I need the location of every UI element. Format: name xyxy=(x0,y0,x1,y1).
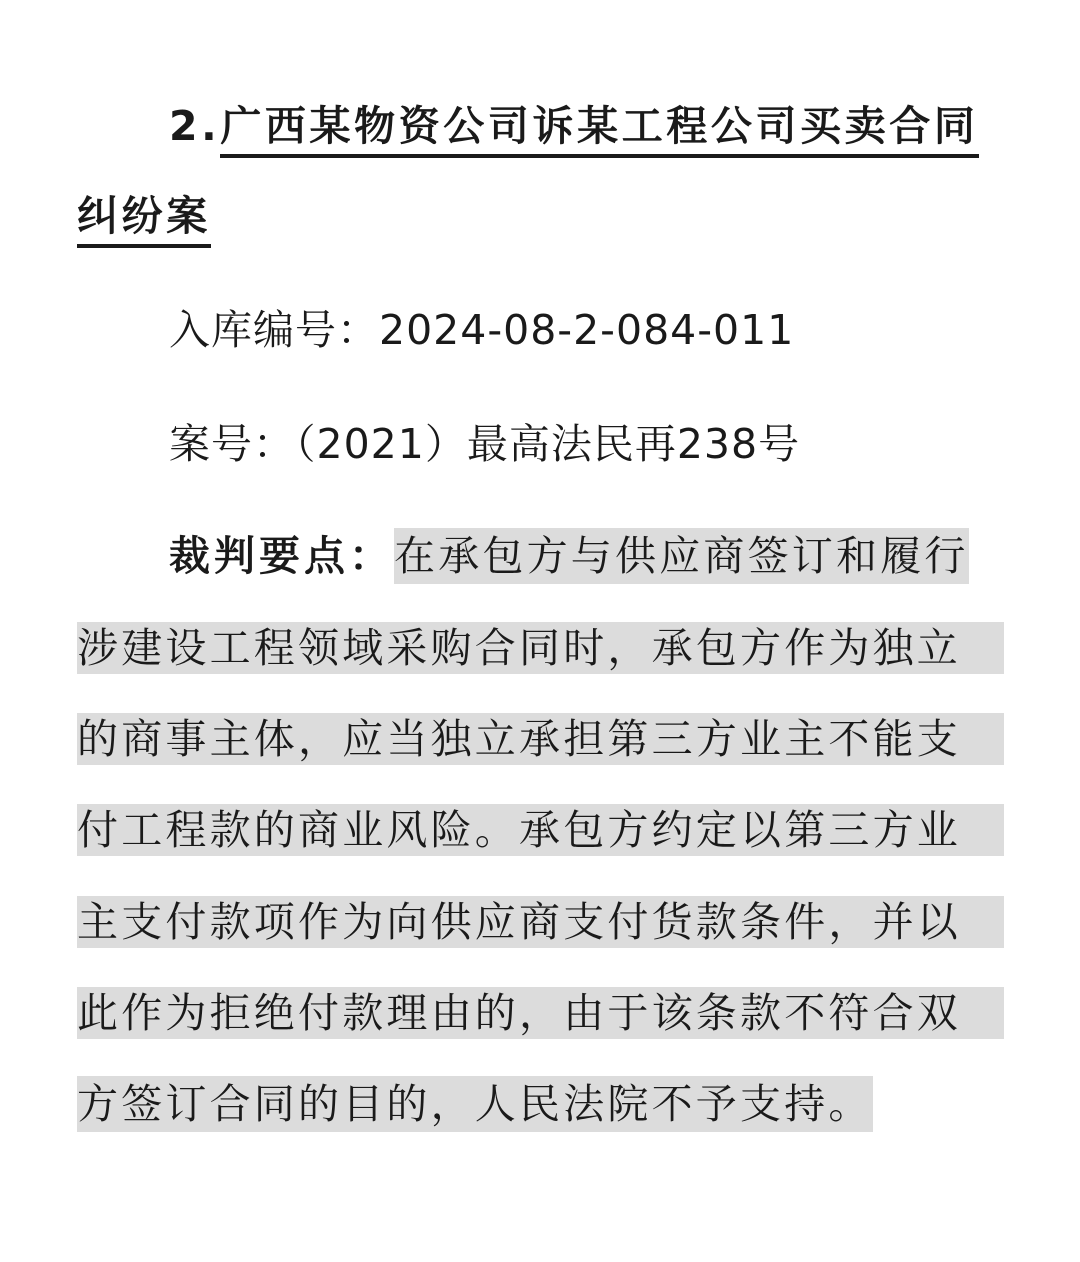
gist-line-4 xyxy=(77,784,1004,876)
gist-text-highlighted: 此作为拒绝付款理由的，由于该条款不符合双 xyxy=(77,989,961,1037)
gist-text-highlighted: 涉建设工程领域采购合同时，承包方作为独立 xyxy=(77,624,961,672)
gist-label: 裁判要点： xyxy=(169,532,394,580)
case-number-value: （2021）最高法民再238号 xyxy=(295,420,801,468)
gist-line-7 xyxy=(77,1058,1004,1150)
gist-text-highlighted: 付工程款的商业风险。承包方约定以第三方业 xyxy=(77,806,961,854)
entry-number-value: 2024-08-2-084-011 xyxy=(379,306,795,354)
case-title-line-1 xyxy=(169,80,979,172)
entry-number-row xyxy=(169,284,794,376)
gist-text-highlighted: 方签订合同的目的，人民法院不予支持。 xyxy=(77,1076,873,1132)
case-title-text: 广西某物资公司诉某工程公司买卖合同 xyxy=(220,102,978,158)
gist-line-2 xyxy=(77,602,1004,694)
case-number-prefix: 2. xyxy=(169,102,221,150)
gist-line-3 xyxy=(77,693,1004,785)
case-title-line-2 xyxy=(77,170,211,262)
gist-text-highlighted: 的商事主体，应当独立承担第三方业主不能支 xyxy=(77,715,961,763)
case-title-text-continued: 纠纷案 xyxy=(77,192,211,248)
entry-number-label: 入库编号： xyxy=(169,306,379,354)
gist-text-highlighted: 主支付款项作为向供应商支付货款条件，并以 xyxy=(77,898,961,946)
gist-line-5 xyxy=(77,876,1004,968)
case-number-label: 案号： xyxy=(169,420,295,468)
gist-line-1 xyxy=(169,510,1004,602)
gist-line-6 xyxy=(77,967,1004,1059)
case-number-row xyxy=(169,398,800,490)
gist-text-highlighted: 在承包方与供应商签订和履行 xyxy=(394,528,969,584)
